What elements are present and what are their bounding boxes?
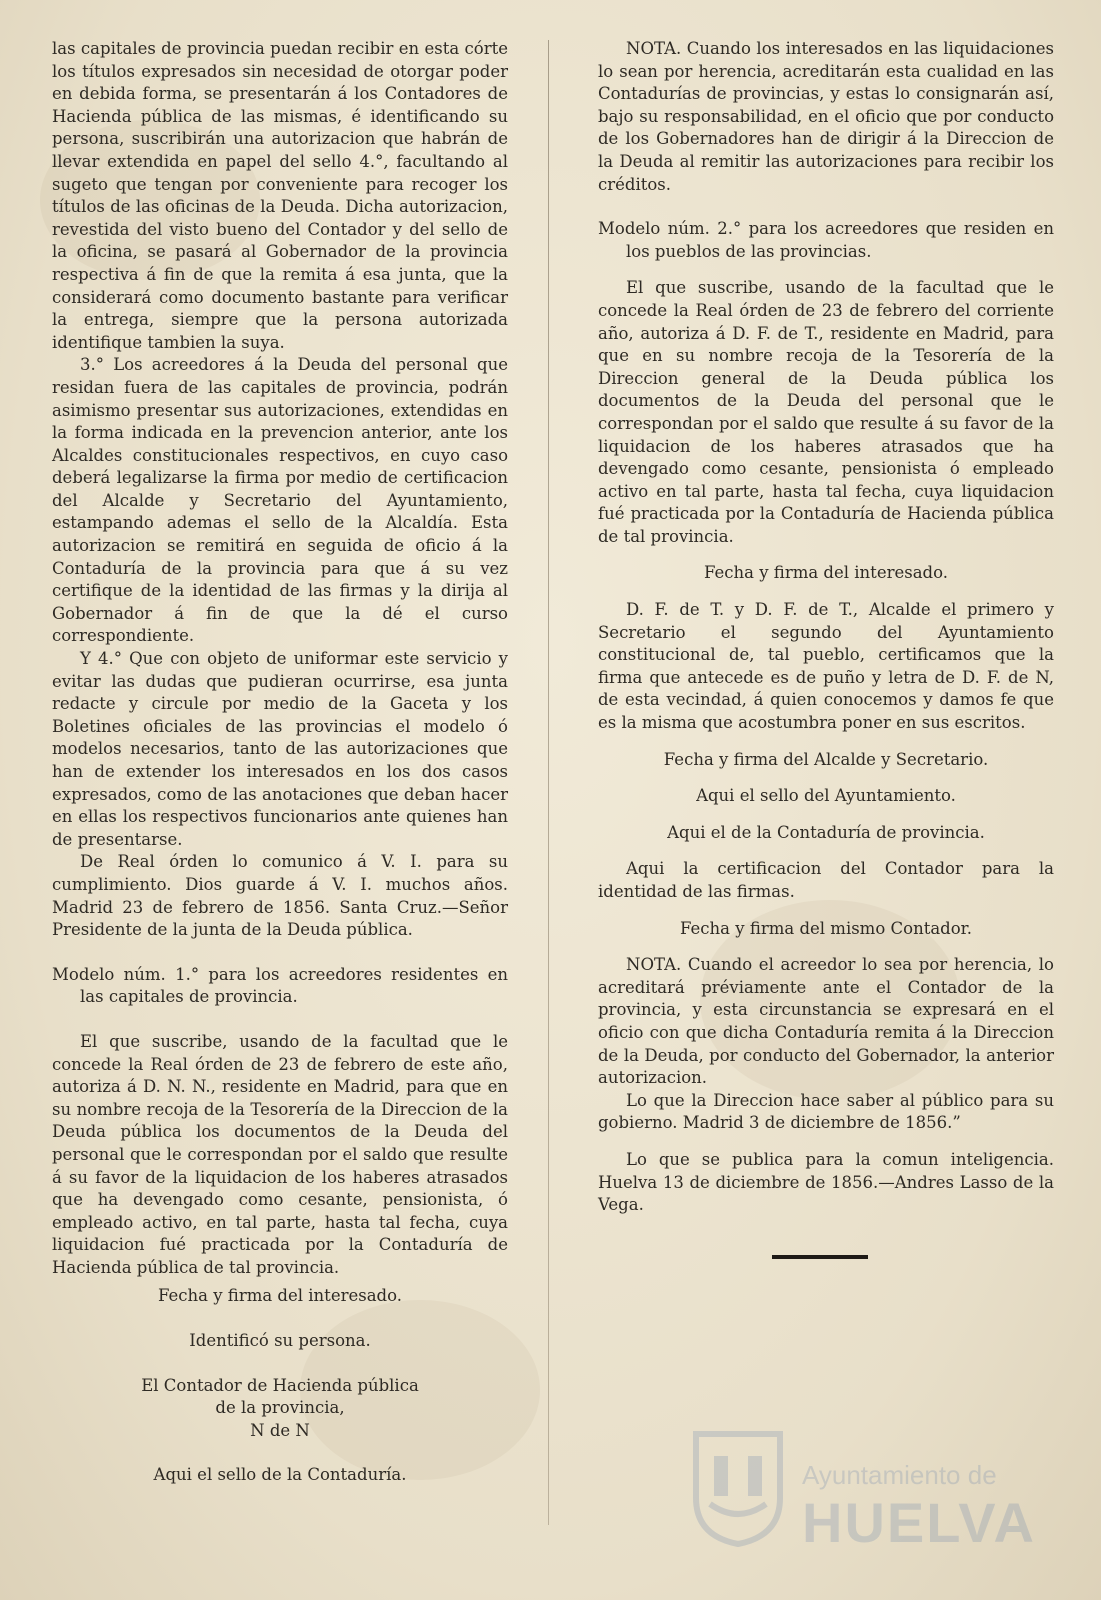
watermark xyxy=(690,1420,1050,1570)
paragraph: El que suscribe, usando de la facultad que le concede la Real órden de 23 de febrero del corriente año, autoriza á D. F. de T., residente en Madrid, para que en su nombre recoja de la Tesorería de la Direccion general de la Deuda pública los documentos de la Deuda del personal que le correspondan por el saldo que resulte á su favor de la liquidacion de los haberes atrasados que ha devengado como cesante, pensionista ó empleado activo en tal parte, hasta tal fecha, cuya liquidacion fué practicada por la Contaduría de Hacienda pública de tal provincia. xyxy=(598,278,1054,546)
paragraph: las capitales de provincia puedan recibir en esta córte los títulos expresados sin necesidad de otorgar poder en debida forma, se presentarán á los Contadores de Hacienda pública de las mismas, é identificando su persona, suscribirán una autorizacion que habrán de llevar extendida en papel del sello 4.°, facultando al sugeto que tengan por conveniente para recoger los títulos de las oficinas de la Deuda. Dicha autorizacion, revestida del visto bueno del Contador y del sello de la oficina, se pasará al Gobernador de la provincia respectiva á fin de que la remita á esa junta, que la considerará como documento bastante para verificar la entrega, siempre que la persona autorizada identifique tambien la suya. xyxy=(52,39,508,352)
paragraph: El que suscribe, usando de la facultad que le concede la Real órden de 23 de febrero de este año, autoriza á D. N. N., residente en Madrid, para que en su nombre recoja de la Tesorería de la Direccion de la Deuda pública los documentos de la Deuda del personal que le correspondan por el saldo que resulte á su favor de la liquidacion de los haberes atrasados que ha devengado como cesante, pensionista, ó empleado activo, en tal parte, hasta tal fecha, cuya liquidacion fué practicada por la Contaduría de Hacienda pública de tal provincia. xyxy=(52,1031,508,1277)
right-column xyxy=(598,38,1054,1259)
identification-line: Identificó su persona. xyxy=(189,1331,371,1351)
paragraph: Lo que se publica para la comun inteligencia. Huelva 13 de diciembre de 1856.—Andres Lasso de la Vega. xyxy=(598,1149,1054,1215)
shield-icon xyxy=(690,1428,786,1548)
paragraph: De Real órden lo comunico á V. I. para su cumplimiento. Dios guarde á V. I. muchos años. Madrid 23 de febrero de 1856. Santa Cruz.—Señor Presidente de la junta de la Deuda pública. xyxy=(52,852,508,940)
paragraph: D. F. de T. y D. F. de T., Alcalde el primero y Secretario el segundo del Ayuntamiento constitucional de, tal pueblo, certificamos que la firma que antecede es de puño y letra de D. F. de N, de esta vecindad, á quien conocemos y damos fe que es la misma que acostumbra poner en sus escritos. xyxy=(598,600,1054,733)
signature-line: de la provincia, xyxy=(215,1398,345,1418)
note: NOTA. Cuando los interesados en las liquidaciones lo sean por herencia, acreditarán esta cualidad en las Contadurías de provincias, y estas lo consignarán así, bajo su responsabilidad, en el oficio que por conducto de los Gobernadores han de dirigir á la Direccion de la Deuda al remitir las autorizaciones para recibir los créditos. xyxy=(598,39,1054,194)
signature-line: Fecha y firma del mismo Contador. xyxy=(680,918,972,938)
model-heading: Modelo núm. 2.° para los acreedores que residen en los pueblos de las provincias. xyxy=(598,219,1054,261)
end-rule xyxy=(772,1255,868,1259)
watermark-title: HUELVA xyxy=(802,1491,1036,1554)
signature-line: Fecha y firma del interesado. xyxy=(703,563,948,583)
paragraph: 3.° Los acreedores á la Deuda del personal que residan fuera de las capitales de provincia, podrán asimismo presentar sus autorizaciones, extendidas en la forma indicada en la prevencion anterior, ante los Alcaldes constitucionales respectivos, en cuyo caso deberá legalizarse la firma por medio de certificacion del Alcalde y Secretario del Ayuntamiento, estampando ademas el sello de la Alcaldía. Esta autorizacion se remitirá en seguida de oficio á la Contaduría de la provincia para que á su vez certifique de la identidad de las firmas y la dirija al Gobernador á fin de que la dé el curso correspondiente. xyxy=(52,355,508,646)
column-divider xyxy=(548,40,549,1525)
model-heading: Modelo núm. 1.° para los acreedores residentes en las capitales de provincia. xyxy=(52,964,508,1007)
signature-line: Fecha y firma del Alcalde y Secretario. xyxy=(663,749,989,769)
left-column xyxy=(52,38,508,1487)
paragraph: Aqui la certificacion del Contador para la identidad de las firmas. xyxy=(598,859,1054,901)
seal-line: Aqui el de la Contaduría de provincia. xyxy=(667,822,985,842)
signature-line: N de N xyxy=(250,1420,310,1440)
note: NOTA. Cuando el acreedor lo sea por herencia, lo acreditará préviamente ante el Contador de la provincia, y esta circunstancia se expresará en el oficio con que dicha Contaduría remita á la Direccion de la Deuda, por conducto del Gobernador, la anterior autorizacion. xyxy=(598,955,1054,1088)
watermark-text: Ayuntamiento de xyxy=(802,1460,997,1490)
seal-line: Aqui el sello de la Contaduría. xyxy=(153,1465,407,1485)
signature-line: El Contador de Hacienda pública xyxy=(141,1375,419,1395)
seal-line: Aqui el sello del Ayuntamiento. xyxy=(696,786,956,806)
paragraph: Lo que la Direccion hace saber al público para su gobierno. Madrid 3 de diciembre de 1856.” xyxy=(598,1090,1054,1133)
paragraph: Y 4.° Que con objeto de uniformar este servicio y evitar las dudas que pudieran ocurrirse, esa junta redacte y circule por medio de la Gaceta y los Boletines oficiales de las provincias el modelo ó modelos necesarios, tanto de las autorizaciones que han de extender los interesados en los dos casos expresados, como de las anotaciones que deban hacer en ellas los respectivos funcionarios ante quienes han de presentarse. xyxy=(52,649,508,849)
signature-line: Fecha y firma del interesado. xyxy=(157,1286,402,1306)
